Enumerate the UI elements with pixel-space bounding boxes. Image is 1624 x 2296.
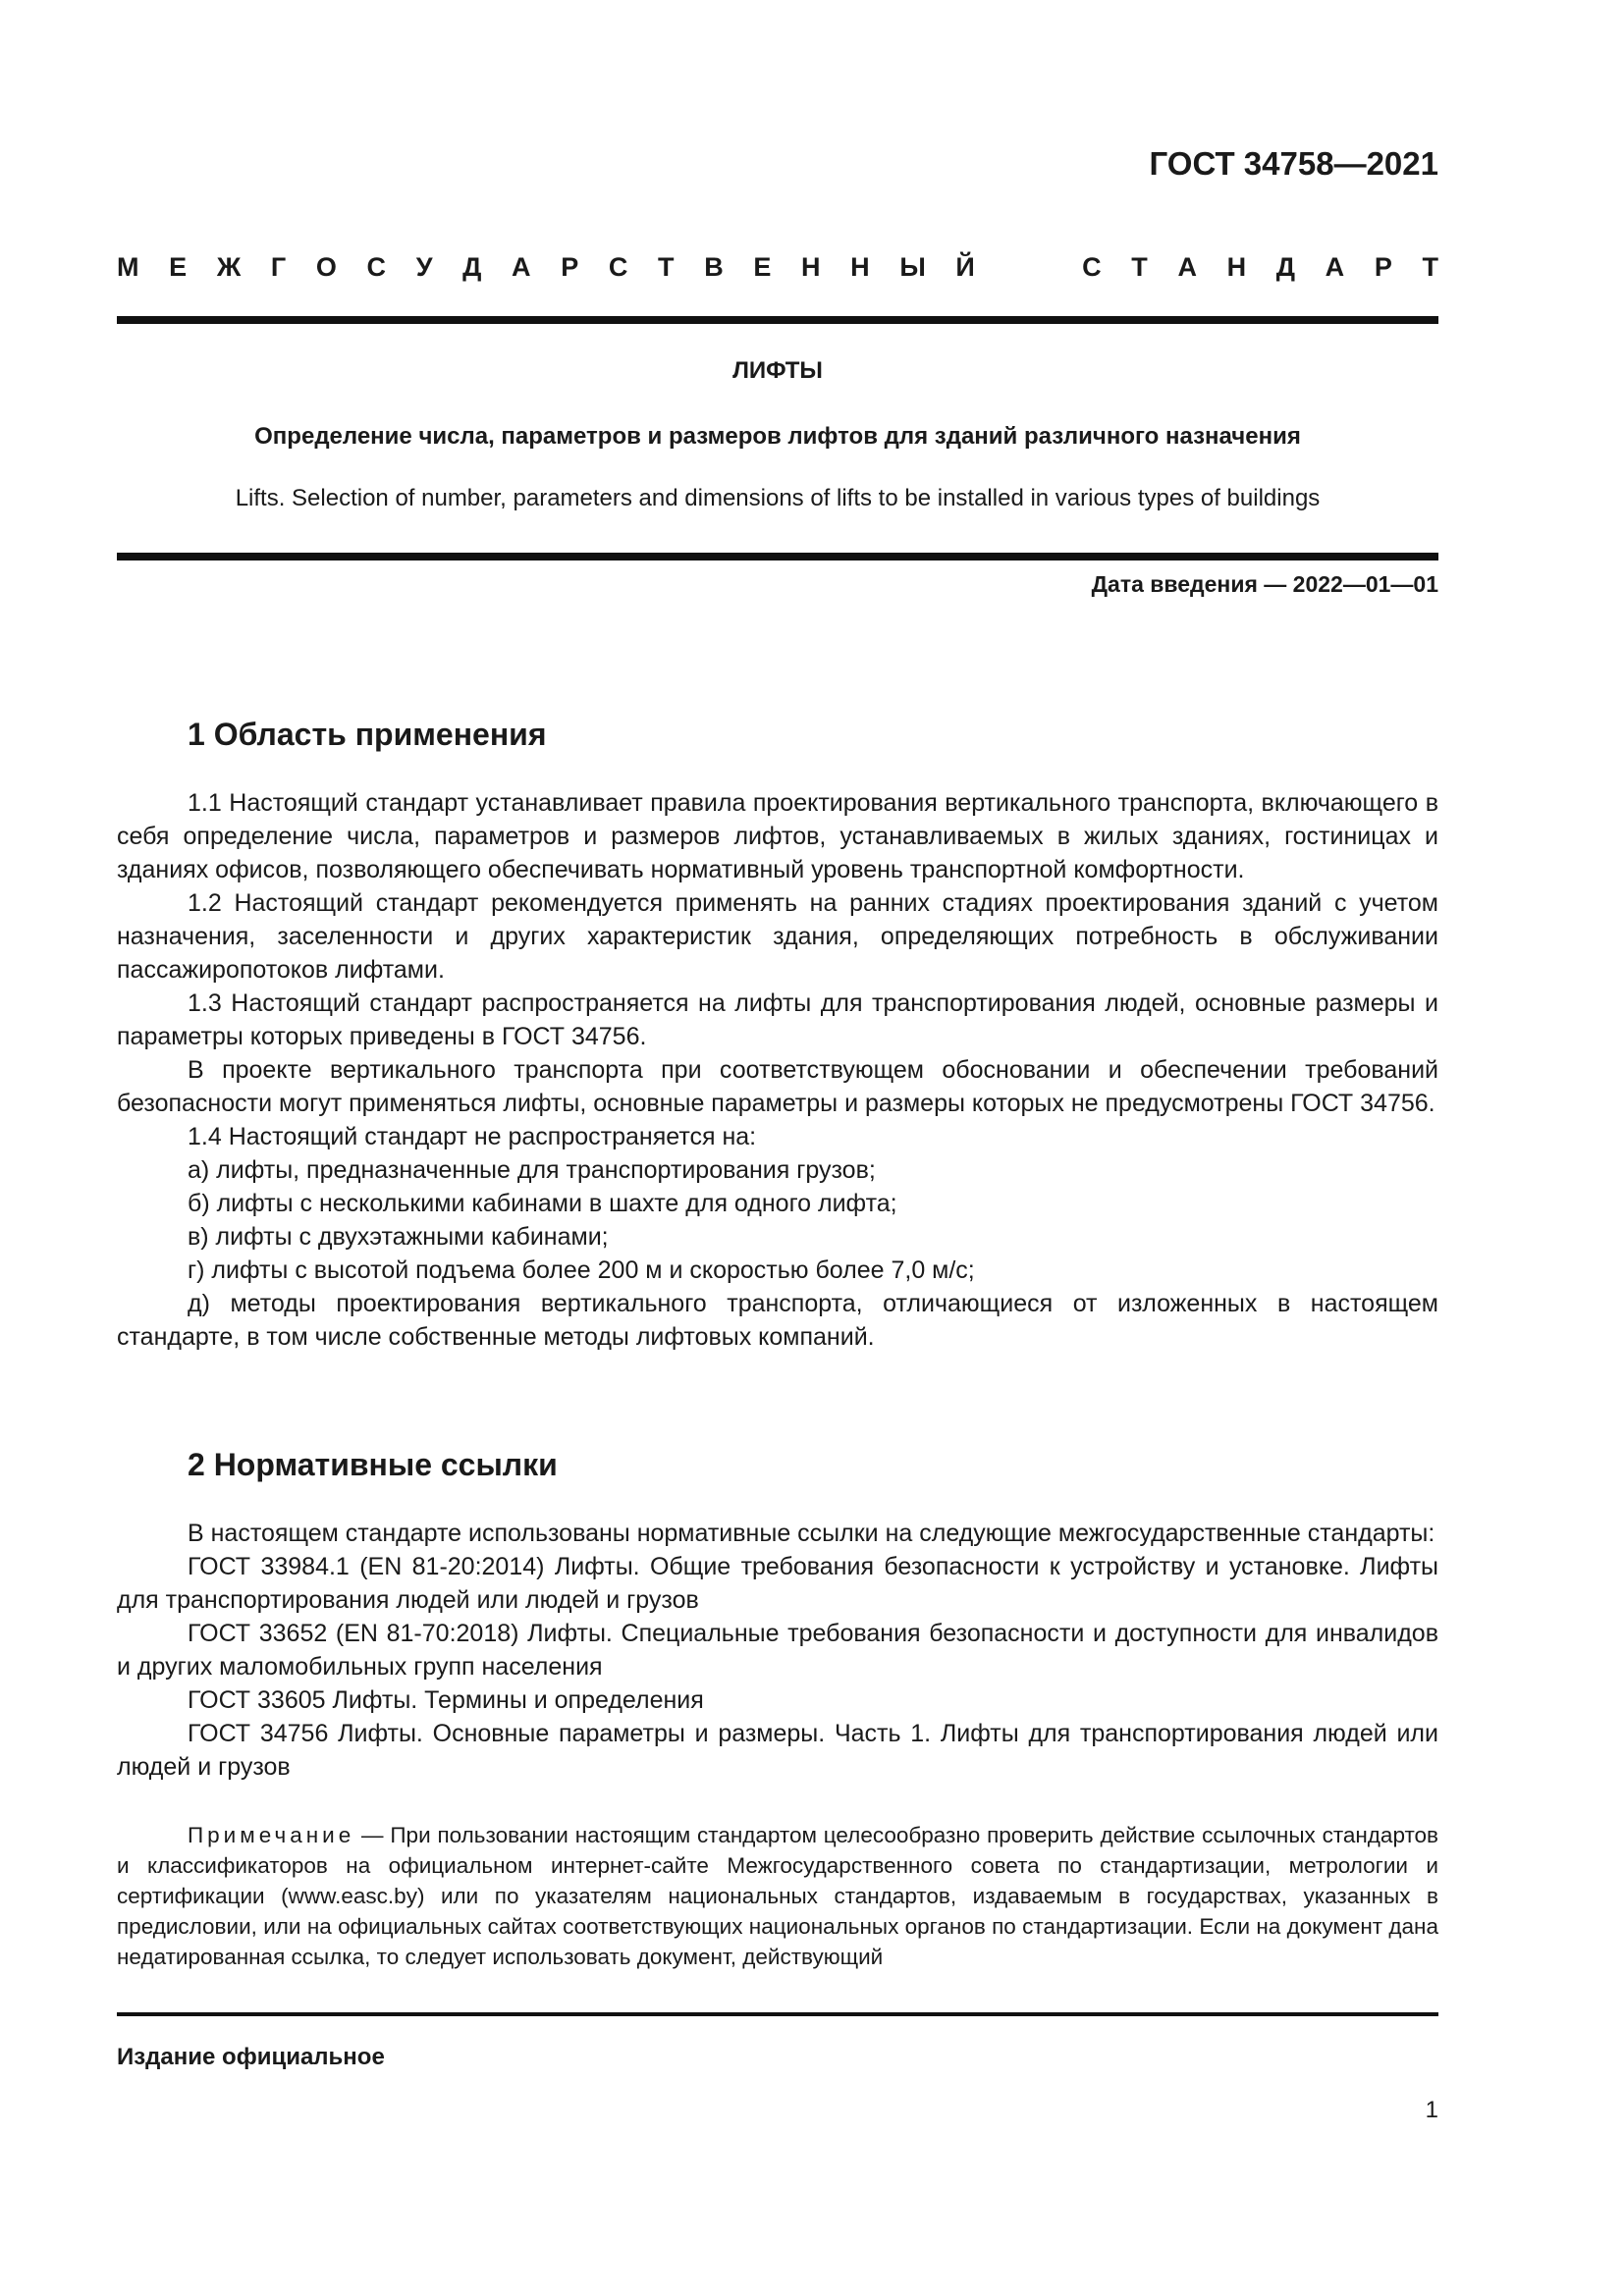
paragraph: 1.3 Настоящий стандарт распространяется на лифты для транспортирования людей, основные размеры и параметры которых приведены в ГОСТ 34756. <box>117 989 1438 1050</box>
interstate-standard-banner <box>117 252 1438 283</box>
reference-item: ГОСТ 34756 Лифты. Основные параметры и размеры. Часть 1. Лифты для транспортирования людей или людей и грузов <box>117 1720 1438 1781</box>
banner-letter: Е <box>169 252 188 282</box>
banner-letter: Й <box>955 252 975 282</box>
banner-letter: С <box>366 252 387 282</box>
introduction-date: Дата введения — 2022—01—01 <box>1091 571 1438 597</box>
document-title: ЛИФТЫ <box>732 357 823 384</box>
banner-letter: Т <box>658 252 675 282</box>
banner-letter: Г <box>270 252 287 282</box>
list-item: б) лифты с несколькими кабинами в шахте для одного лифта; <box>188 1190 897 1217</box>
section-scope <box>117 717 1438 1354</box>
document-subtitle-english: Lifts. Selection of number, parameters and dimensions of lifts to be installed in various types of buildings <box>235 485 1321 511</box>
banner-letter: Ж <box>216 252 242 282</box>
banner-word-gap <box>1004 252 1052 283</box>
title-divider <box>117 553 1438 561</box>
banner-letter: С <box>1082 252 1102 282</box>
note-paragraph <box>117 1820 1438 1972</box>
banner-letter: Д <box>1275 252 1296 282</box>
banner-letter: В <box>704 252 724 282</box>
reference-item: ГОСТ 33652 (EN 81-70:2018) Лифты. Специальные требования безопасности и доступности для инвалидов и других маломобильных групп населения <box>117 1620 1438 1681</box>
banner-letter: Т <box>1422 252 1438 282</box>
section-normative-references <box>117 1447 1438 1784</box>
paragraph: 1.1 Настоящий стандарт устанавливает правила проектирования вертикального транспорта, включающего в себя определение числа, параметров и размеров лифтов, устанавливаемых в жилых зданиях, гостиницах и зданиях офисов, позволяющего обеспечивать нормативный уровень транспортной комфортности. <box>117 789 1438 883</box>
list-item: г) лифты с высотой подъема более 200 м и скоростью более 7,0 м/с; <box>188 1256 975 1284</box>
note-label: Примечание <box>188 1823 355 1847</box>
section-heading: 1 Область применения <box>188 717 547 752</box>
document-code: ГОСТ 34758—2021 <box>1149 145 1438 182</box>
banner-letter: Н <box>1226 252 1247 282</box>
note-text: — При пользовании настоящим стандартом целесообразно проверить действие ссылочных стандартов и классификаторов на официальном интернет-сайте Межгосударственного совета по стандартизации, метрологии и сертификации (www.easc.by) или по указателям национальных стандартов, издаваемым в государствах, указанных в предисловии, или на официальных сайтах соответствующих национальных органов по стандартизации. Если на документ дана недатированная ссылка, то следует использовать документ, действующий <box>117 1823 1438 1969</box>
banner-letter: А <box>512 252 531 282</box>
banner-letter: А <box>1177 252 1197 282</box>
page-number: 1 <box>1425 2097 1438 2123</box>
list-item: д) методы проектирования вертикального транспорта, отличающиеся от изложенных в настоящем стандарте, в том числе собственные методы лифтовых компаний. <box>117 1290 1438 1351</box>
list-item: в) лифты с двухэтажными кабинами; <box>188 1223 609 1251</box>
paragraph: В проекте вертикального транспорта при соответствующем обосновании и обеспечении требований безопасности могут применяться лифты, основные параметры и размеры которых не предусмотрены ГОСТ 34756. <box>117 1056 1438 1117</box>
banner-letter: О <box>315 252 337 282</box>
banner-letter: Р <box>561 252 579 282</box>
banner-letter: Н <box>850 252 870 282</box>
list-item: а) лифты, предназначенные для транспортирования грузов; <box>188 1156 876 1184</box>
banner-letter: Ы <box>899 252 926 282</box>
paragraph: 1.2 Настоящий стандарт рекомендуется применять на ранних стадиях проектирования зданий с учетом назначения, заселенности и других характеристик здания, определяющих потребность в обслуживании пассажиропотоков лифтами. <box>117 889 1438 984</box>
banner-letter: М <box>117 252 139 282</box>
banner-letter: Е <box>753 252 772 282</box>
reference-item: ГОСТ 33605 Лифты. Термины и определения <box>188 1686 704 1714</box>
banner-letter: Т <box>1131 252 1148 282</box>
section-heading: 2 Нормативные ссылки <box>188 1447 558 1482</box>
document-subtitle: Определение числа, параметров и размеров лифтов для зданий различного назначения <box>254 423 1301 450</box>
banner-letter: А <box>1325 252 1345 282</box>
banner-letter: Н <box>801 252 821 282</box>
paragraph: В настоящем стандарте использованы нормативные ссылки на следующие межгосударственные стандарты: <box>188 1520 1435 1547</box>
header-divider <box>117 316 1438 324</box>
official-edition-label: Издание официальное <box>117 2044 385 2070</box>
reference-item: ГОСТ 33984.1 (EN 81-20:2014) Лифты. Общие требования безопасности к устройству и установке. Лифты для транспортирования людей или людей и грузов <box>117 1553 1438 1614</box>
banner-letter: Д <box>462 252 482 282</box>
paragraph: 1.4 Настоящий стандарт не распространяется на: <box>188 1123 757 1150</box>
banner-letter: С <box>608 252 628 282</box>
banner-letter: Р <box>1374 252 1392 282</box>
banner-letter: У <box>415 252 433 282</box>
footer-divider <box>117 2012 1438 2016</box>
